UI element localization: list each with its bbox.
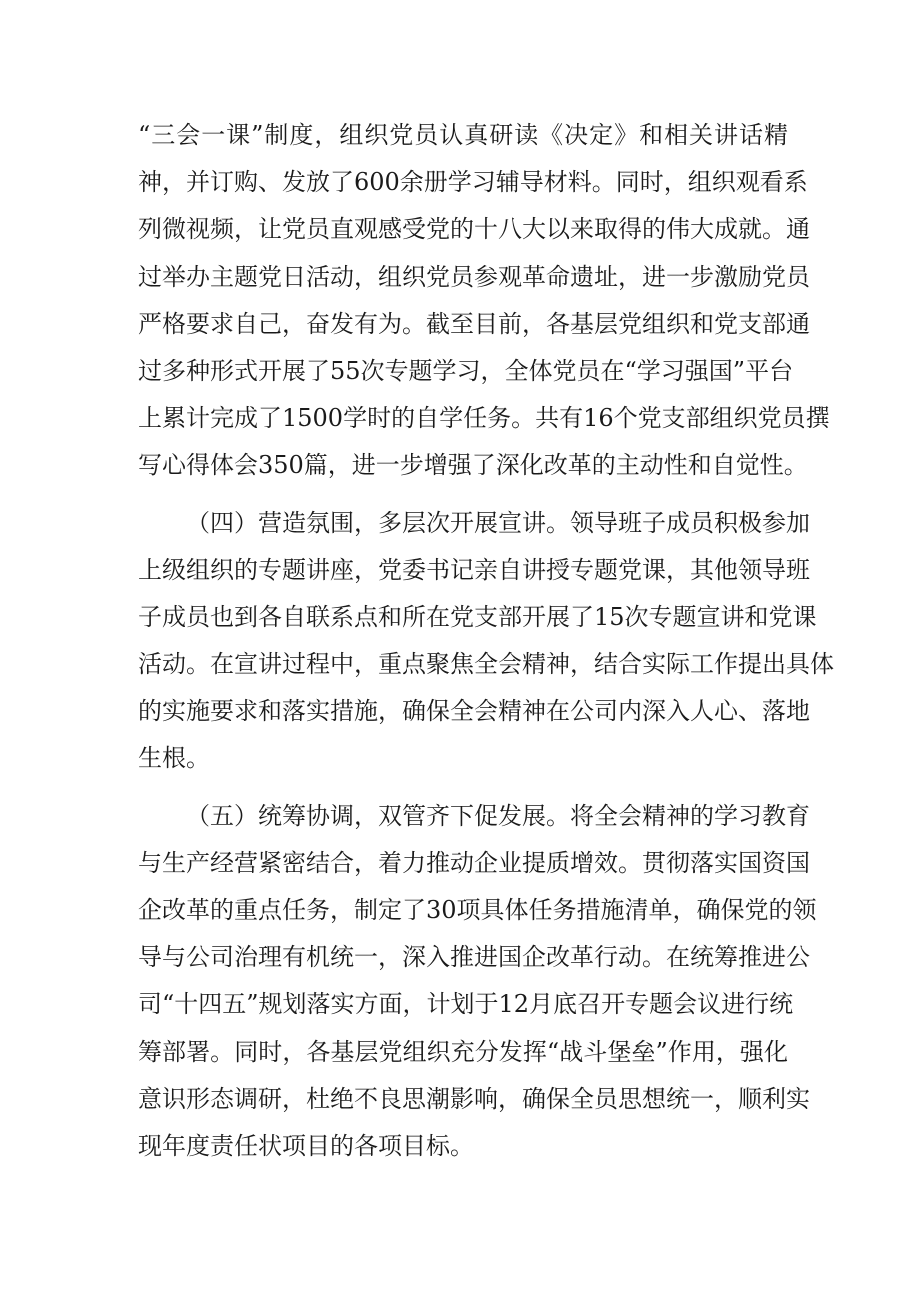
paragraph-1 xyxy=(138,112,830,490)
paragraph-line: 现年度责任状项目的各项目标。 xyxy=(138,1131,474,1160)
document-body xyxy=(138,112,834,1170)
paragraph-line: 生根。 xyxy=(138,744,210,773)
paragraph-line: 严格要求自己，奋发有为。截至目前，各基层党组织和党支部通 xyxy=(138,309,810,338)
paragraph-line: 导与公司治理有机统一，深入推进国企改革行动。在统筹推进公 xyxy=(138,943,810,972)
paragraph-line: 上累计完成了1500学时的自学任务。共有16个党支部组织党员撰 xyxy=(138,404,830,433)
paragraph-line: 列微视频，让党员直观感受党的十八大以来取得的伟大成就。通 xyxy=(138,215,810,244)
paragraph-line: 的实施要求和落实措施，确保全会精神在公司内深入人心、落地 xyxy=(138,697,810,726)
paragraph-line: 过多种形式开展了55次专题学习，全体党员在“学习强国”平台 xyxy=(138,356,794,385)
paragraph-2 xyxy=(138,500,834,783)
paragraph-line: 过举办主题党日活动，组织党员参观革命遗址，进一步激励党员 xyxy=(138,262,810,291)
paragraph-line: 神，并订购、发放了600余册学习辅导材料。同时，组织观看系 xyxy=(138,168,808,197)
paragraph-line: 意识形态调研，杜绝不良思潮影响，确保全员思想统一，顺利实 xyxy=(138,1084,810,1113)
paragraph-line: 上级组织的专题讲座，党委书记亲自讲授专题党课，其他领导班 xyxy=(138,555,810,584)
paragraph-line: 企改革的重点任务，制定了30项具体任务措施清单，确保党的领 xyxy=(138,896,817,924)
paragraph-line: 司“十四五”规划落实方面，计划于12月底召开专题会议进行统 xyxy=(138,990,794,1019)
paragraph-line: 活动。在宣讲过程中，重点聚焦全会精神，结合实际工作提出具体 xyxy=(138,650,834,679)
paragraph-line: 与生产经营紧密结合，着力推动企业提质增效。贯彻落实国资国 xyxy=(138,848,810,877)
paragraph-3 xyxy=(138,793,817,1171)
section-heading-line: （四）营造氛围，多层次开展宣讲。领导班子成员积极参加 xyxy=(186,508,810,537)
paragraph-line: 子成员也到各自联系点和所在党支部开展了15次专题宣讲和党课 xyxy=(138,602,817,631)
paragraph-spacer xyxy=(138,783,788,793)
section-heading-line: （五）统筹协调，双管齐下促发展。将全会精神的学习教育 xyxy=(186,801,810,830)
paragraph-line: 写心得体会350篇，进一步增强了深化改革的主动性和自觉性。 xyxy=(138,451,808,480)
paragraph-spacer xyxy=(138,490,788,500)
paragraph-line: “三会一课”制度，组织党员认真研读《决定》和相关讲话精 xyxy=(138,121,788,149)
paragraph-line: 筹部署。同时，各基层党组织充分发挥“战斗堡垒”作用，强化 xyxy=(138,1037,788,1066)
